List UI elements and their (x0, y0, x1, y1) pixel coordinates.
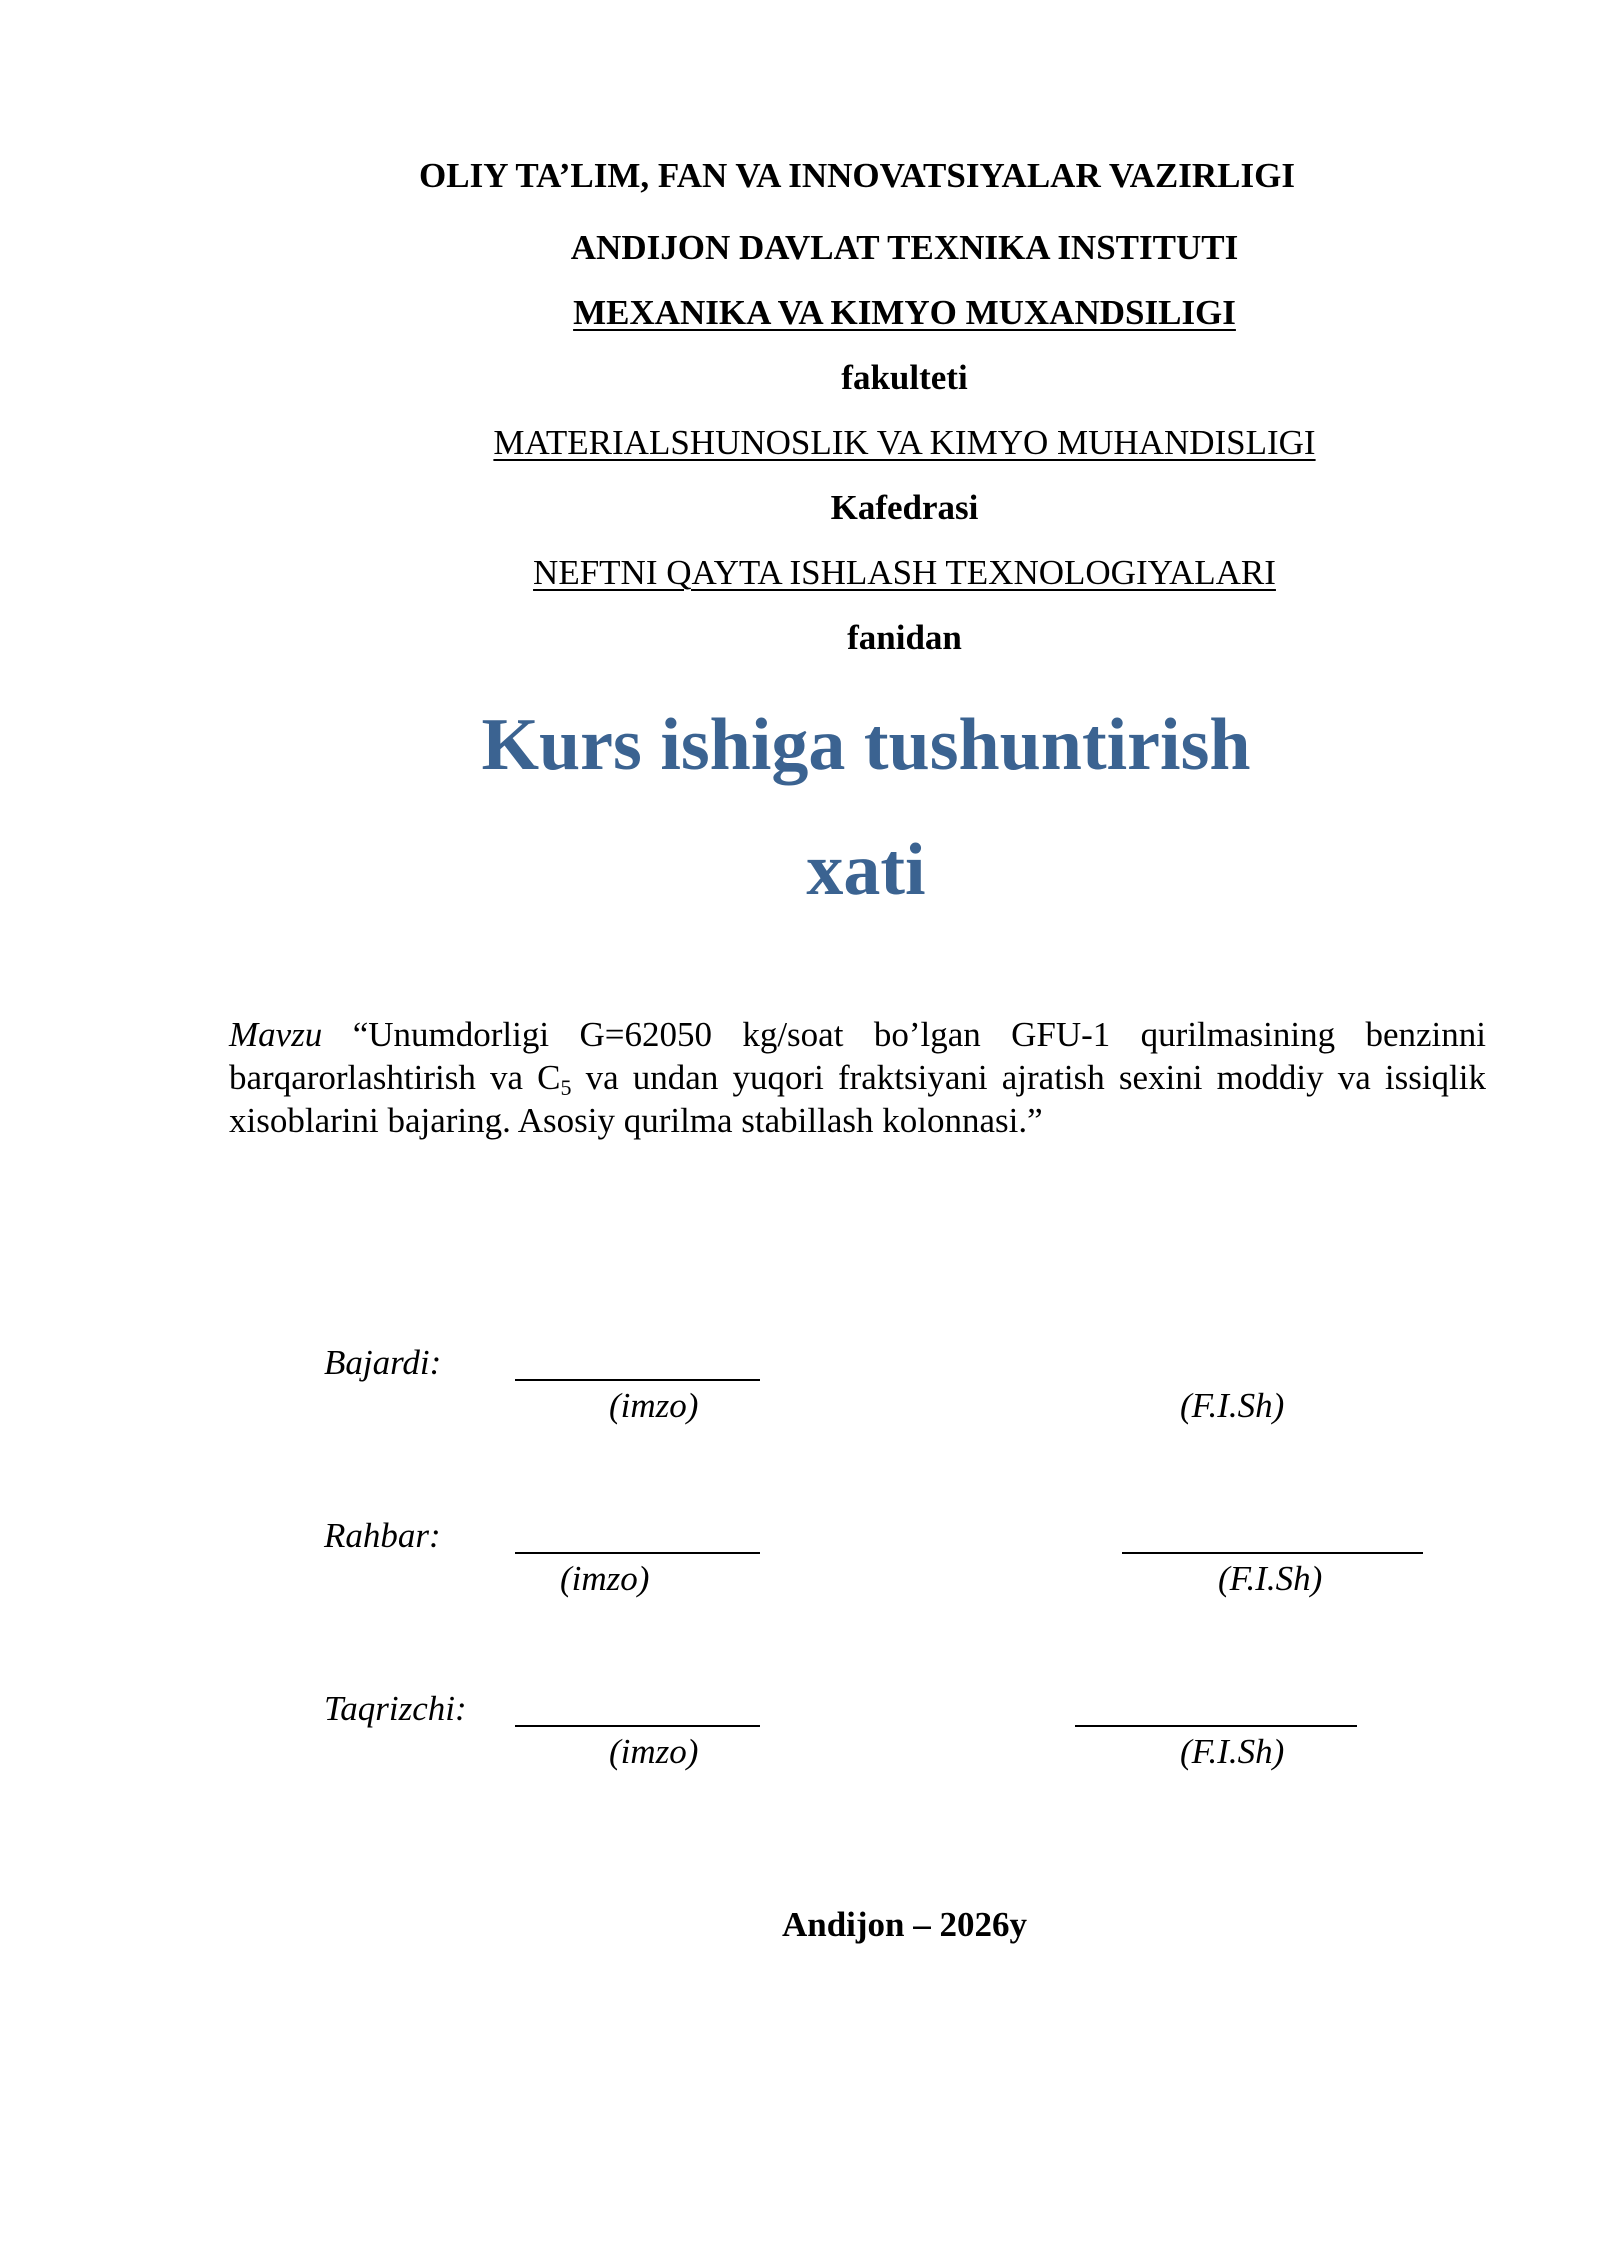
topic-label: Mavzu (229, 1015, 323, 1054)
subject-name: NEFTNI QAYTA ISHLASH TEXNOLOGIYALARI (533, 553, 1276, 592)
document-title-line2: xati (806, 829, 926, 911)
institute-heading: ANDIJON DAVLAT TEXNIKA INSTITUTI (570, 228, 1239, 267)
performer-signature-caption: (imzo) (609, 1386, 699, 1425)
subject-label: fanidan (847, 618, 962, 657)
place-and-year: Andijon – 2026y (781, 1905, 1028, 1944)
supervisor-name-line (1122, 1552, 1423, 1554)
department-name: MATERIALSHUNOSLIK VA KIMYO MUHANDISLIGI (493, 423, 1316, 462)
supervisor-name-caption: (F.I.Sh) (1218, 1559, 1323, 1598)
reviewer-signature-line (515, 1725, 760, 1727)
performer-name-caption: (F.I.Sh) (1180, 1386, 1285, 1425)
performer-signature-line (515, 1379, 760, 1381)
supervisor-signature-caption: (imzo) (560, 1559, 650, 1598)
ministry-heading: OLIY TA’LIM, FAN VA INNOVATSIYALAR VAZIRLIGI (419, 156, 1295, 195)
document-title-line1: Kurs ishiga tushuntirish (481, 704, 1251, 786)
supervisor-signature-line (515, 1552, 760, 1554)
topic-text-end: va undan yuqori fraktsiyani ajratish sexini moddiy va issiqlik xisoblarini bajaring. Asosiy qurilma stabillash kolonnasi.” (229, 1058, 1486, 1140)
reviewer-label: Taqrizchi: (324, 1689, 467, 1728)
topic-text-start: “Unumdorligi G=62050 kg/soat bo’lgan GFU-1 qurilmasining benzinni barqarorlashtirish va C (229, 1015, 1486, 1097)
topic-subscript: 5 (560, 1075, 572, 1100)
department-label: Kafedrasi (830, 488, 979, 527)
supervisor-label: Rahbar: (324, 1516, 441, 1555)
topic-paragraph (229, 1013, 1486, 1142)
reviewer-name-line (1075, 1725, 1357, 1727)
faculty-name: MEXANIKA VA KIMYO MUXANDSILIGI (573, 293, 1236, 332)
faculty-label: fakulteti (841, 358, 968, 397)
reviewer-name-caption: (F.I.Sh) (1180, 1732, 1285, 1771)
reviewer-signature-caption: (imzo) (609, 1732, 699, 1771)
performer-label: Bajardi: (324, 1343, 442, 1382)
